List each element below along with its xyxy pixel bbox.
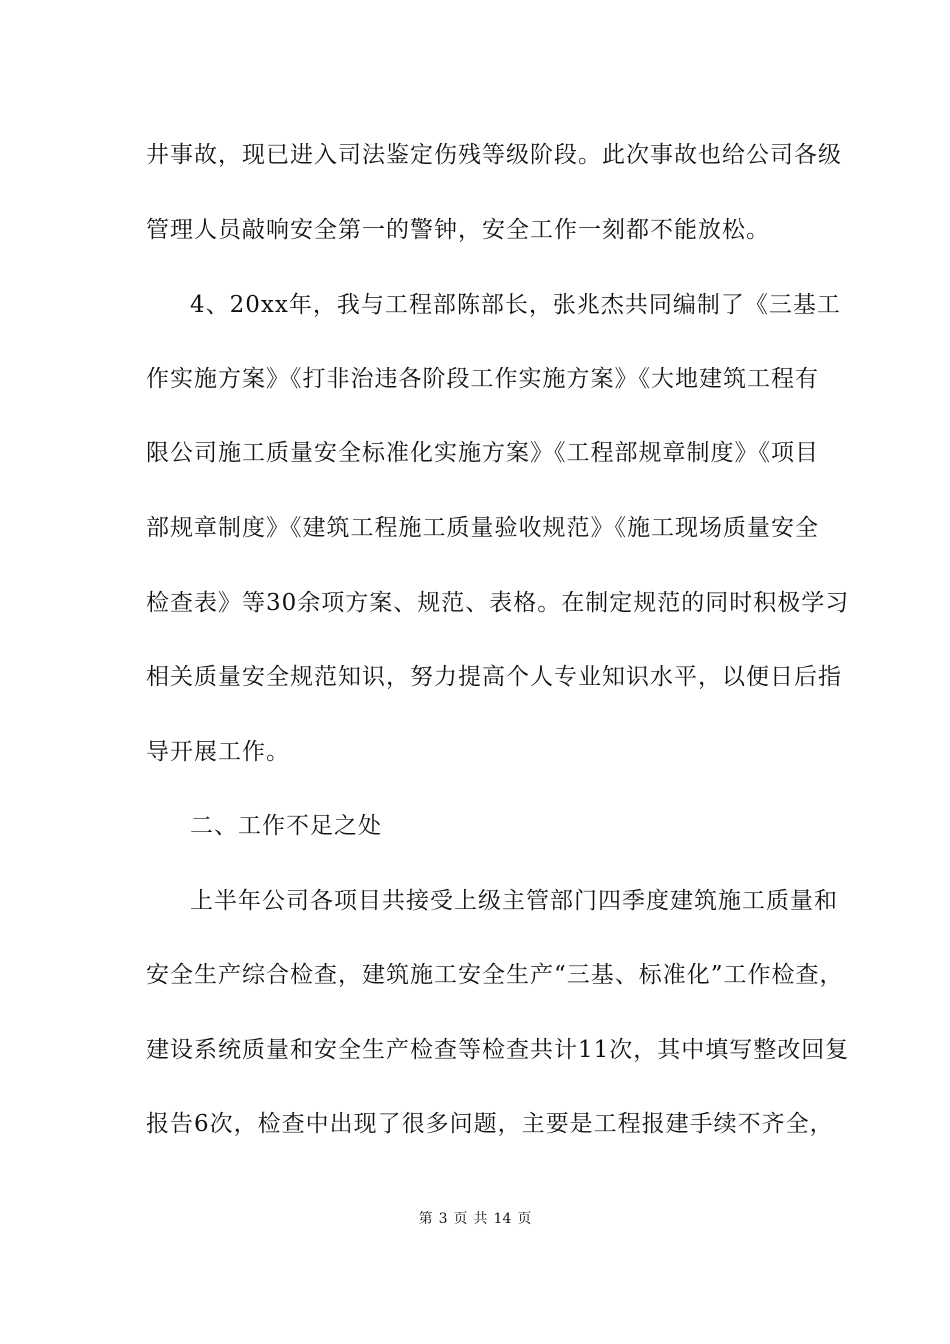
body-line: 安全生产综合检查，建筑施工安全生产“三基、标准化”工作检查， (146, 962, 844, 988)
footer-total-word: 共 (473, 1211, 488, 1227)
body-line: 限公司施工质量安全标准化实施方案》《工程部规章制度》《项目 (146, 440, 819, 466)
section-heading: 二、工作不足之处 (190, 813, 382, 839)
total-pages-number: 14 (493, 1211, 512, 1227)
body-line: 检查表》等30余项方案、规范、表格。在制定规范的同时积极学习 (146, 590, 850, 616)
body-line: 相关质量安全规范知识，努力提高个人专业知识水平，以便日后指 (146, 664, 842, 690)
body-line: 导开展工作。 (146, 739, 290, 765)
footer-suffix: 页 (517, 1211, 532, 1227)
footer-page-word: 页 (453, 1211, 468, 1227)
body-line: 建设系统质量和安全生产检查等检查共计11次，其中填写整改回复 (146, 1037, 850, 1063)
page-footer (0, 1209, 950, 1229)
paragraph-start-line: 上半年公司各项目共接受上级主管部门四季度建筑施工质量和 (190, 888, 838, 914)
paragraph-start-line: 4、20xx年，我与工程部陈部长，张兆杰共同编制了《三基工 (190, 292, 841, 318)
footer-prefix: 第 (418, 1211, 433, 1227)
body-line: 部规章制度》《建筑工程施工质量验收规范》《施工现场质量安全 (146, 515, 819, 541)
body-line: 作实施方案》《打非治违各阶段工作实施方案》《大地建筑工程有 (146, 366, 819, 392)
body-line: 井事故，现已进入司法鉴定伤残等级阶段。此次事故也给公司各级 (146, 142, 842, 168)
current-page-number: 3 (438, 1211, 448, 1227)
body-line: 报告6次，检查中出现了很多问题，主要是工程报建手续不齐全， (146, 1111, 834, 1137)
body-line: 管理人员敲响安全第一的警钟，安全工作一刻都不能放松。 (146, 217, 770, 243)
